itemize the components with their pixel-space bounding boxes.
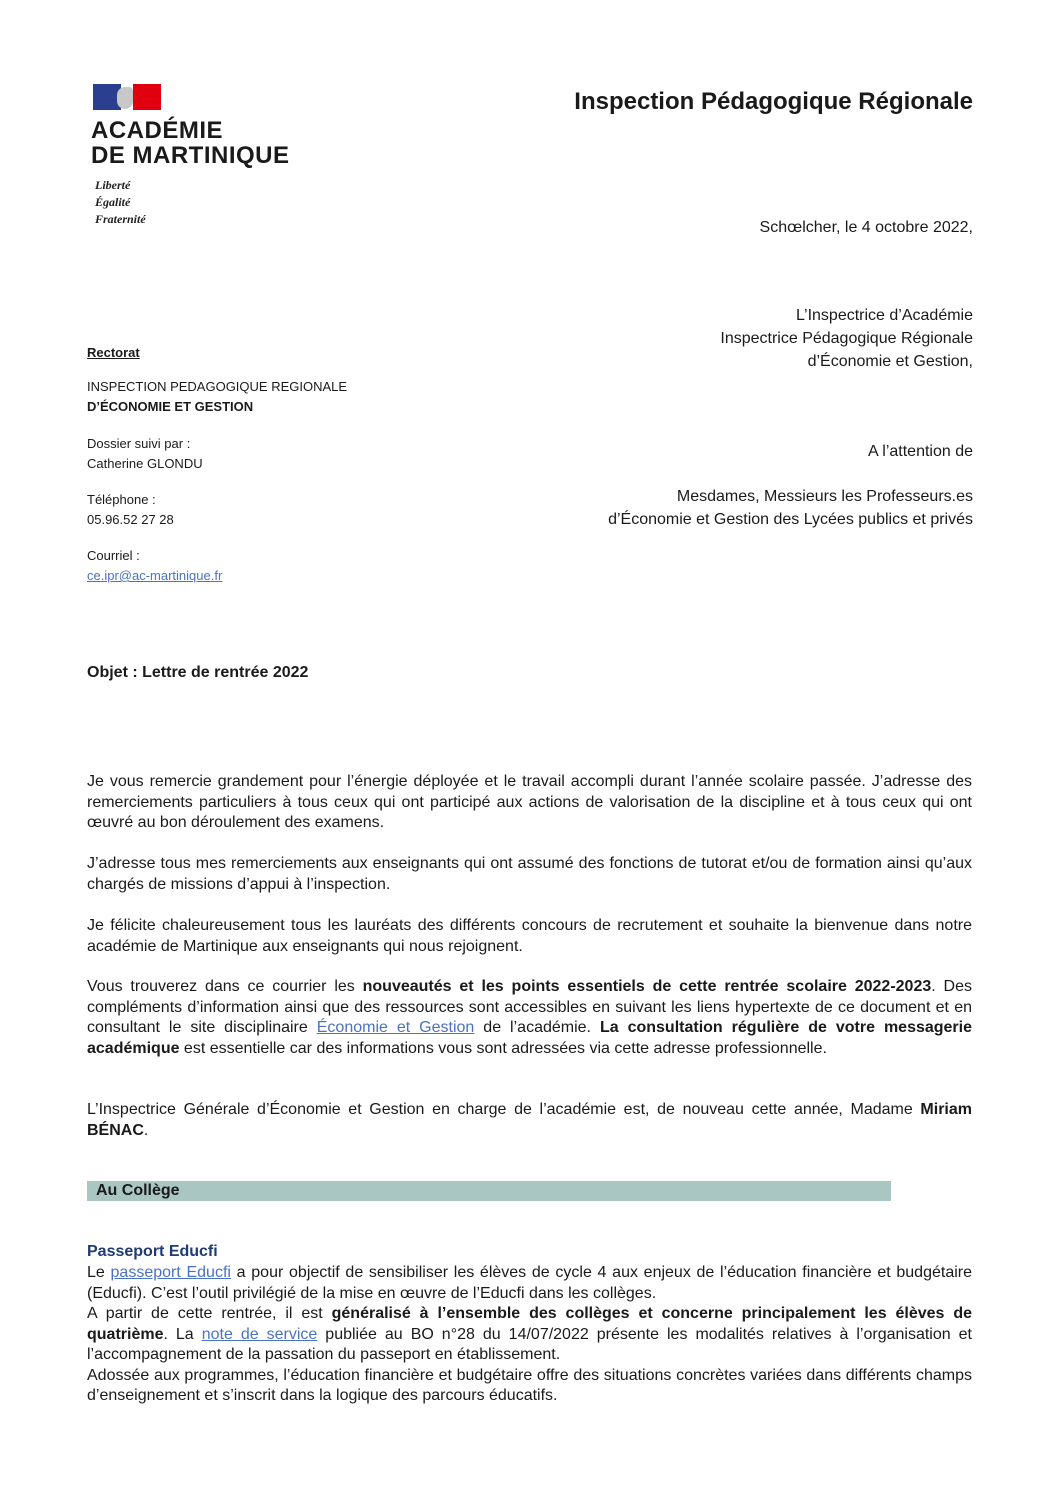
- email-link[interactable]: ce.ipr@ac-martinique.fr: [87, 568, 223, 583]
- followed-by-block: [87, 434, 203, 474]
- section-title: Au Collège: [96, 1182, 180, 1199]
- economie-gestion-link[interactable]: Économie et Gestion: [316, 1019, 475, 1036]
- motto-egalite: Égalité: [95, 195, 131, 209]
- email-label: Courriel :: [87, 548, 140, 563]
- educfi-heading: Passeport Educfi: [87, 1243, 218, 1260]
- place-date: Schœlcher, le 4 octobre 2022,: [759, 219, 973, 236]
- republic-motto: [95, 177, 146, 228]
- recipient-line2: Mesdames, Messieurs les Professeurs.es: [676, 488, 973, 505]
- letter-object: Objet : Lettre de rentrée 2022: [87, 664, 309, 681]
- paragraph-laureats: Je félicite chaleureusement tous les lauréats des différents concours de recrutement et souhaite la bienvenue dans notre académie de Martinique aux enseignants qui nous rejoignent.: [87, 917, 972, 955]
- paragraph-thanks: Je vous remercie grandement pour l’énergie déployée et le travail accompli durant l’année scolaire passée. J’adresse des remerciements particuliers à tous ceux qui ont participé aux actions de valorisation de la discipline et à tous ceux qui ont œuvré au bon déroulement des examens.: [87, 773, 972, 831]
- motto-fraternite: Fraternité: [95, 212, 146, 226]
- sender-block: [720, 304, 973, 373]
- rectorat-text: Rectorat: [87, 345, 140, 360]
- marianne-logo-icon: [93, 84, 161, 110]
- followed-label: Dossier suivi par :: [87, 436, 191, 451]
- recipient-line3: d’Économie et Gestion des Lycées publics et privés: [608, 511, 973, 528]
- sender-line3: d’Économie et Gestion,: [807, 353, 973, 370]
- recipient-block: [608, 485, 973, 531]
- logo-line2: DE MARTINIQUE: [91, 142, 290, 169]
- phone-label: Téléphone :: [87, 492, 156, 507]
- sender-line2: Inspectrice Pédagogique Régionale: [720, 330, 973, 347]
- passeport-educfi-link[interactable]: passeport Educfi: [110, 1264, 231, 1281]
- logo-line1: ACADÉMIE: [91, 117, 224, 144]
- department-block: [87, 377, 347, 417]
- rectorat-label: [87, 343, 140, 363]
- paragraph-courrier: Vous trouverez dans ce courrier les nouveautés et les points essentiels de cette rentrée scolaire 2022-2023. Des compléments d’information ainsi que des ressources sont accessibles en suivant les liens hypertexte de ce document et en consultant le site disciplinaire Économie et Gestion de l’académie. La consultation régulière de votre messagerie académique est essentielle car des informations vous sont adressées via cette adresse professionnelle.: [87, 978, 973, 1057]
- email-block: [87, 546, 222, 586]
- paragraph-tutorat: J’adresse tous mes remerciements aux enseignants qui ont assumé des fonctions de tutorat et/ou de formation ainsi qu’aux chargés de missions d’appui à l’inspection.: [87, 855, 972, 893]
- phone-block: [87, 490, 174, 530]
- followed-name: Catherine GLONDU: [87, 456, 203, 471]
- phone-number: 05.96.52 27 28: [87, 512, 174, 527]
- department-line2: D’ÉCONOMIE ET GESTION: [87, 399, 254, 414]
- department-line1: INSPECTION PEDAGOGIQUE REGIONALE: [87, 379, 348, 394]
- note-de-service-link[interactable]: note de service: [201, 1325, 318, 1343]
- document-header-title: Inspection Pédagogique Régionale: [574, 88, 973, 115]
- educfi-paragraph: Le passeport Educfi a pour objectif de sensibiliser les élèves de cycle 4 aux enjeux de l’éducation financière et budgétaire (Educfi). C’est l’outil privilégié de la mise en œuvre de l’Educfi dans les collèges. A partir de cette rentrée, il est généralisé à l’ensemble des collèges et concerne principalement les élèves de quatrième. La note de service publiée au BO n°28 du 14/07/2022 présente les modalités relatives à l’organisation et l’accompagnement de la passation du passeport en établissement. Adossée aux programmes, l’éducation financière et budgétaire offre des situations concrètes variées dans différents champs d’enseignement et s’inscrit dans la logique des parcours éducatifs.: [87, 1264, 973, 1404]
- paragraph-inspectrice-generale: L’Inspectrice Générale d’Économie et Gestion en charge de l’académie est, de nouveau cette année, Madame Miriam BÉNAC.: [87, 1101, 972, 1139]
- motto-liberte: Liberté: [95, 178, 131, 192]
- recipient-intro: A l’attention de: [868, 443, 973, 460]
- section-bar-college: [87, 1181, 891, 1201]
- sender-line1: L’Inspectrice d’Académie: [796, 307, 973, 324]
- academy-logo-name: [91, 118, 290, 168]
